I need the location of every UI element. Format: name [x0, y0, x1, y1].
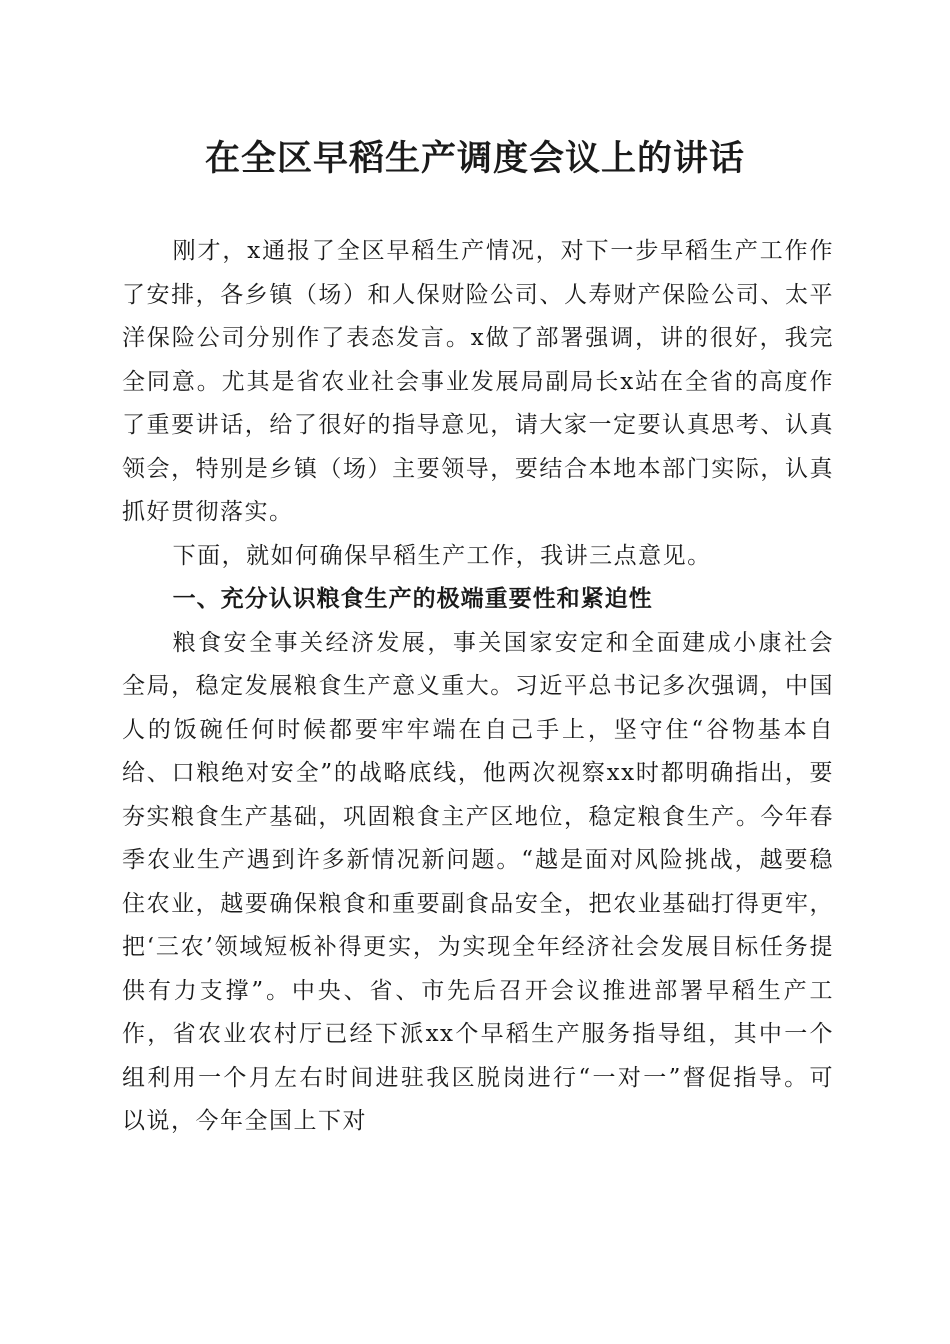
section-heading-1: 一、充分认识粮食生产的极端重要性和紧迫性: [172, 586, 653, 612]
paragraph-intro: 下面，就如何确保早稻生产工作，我讲三点意见。: [172, 542, 712, 569]
paragraph-opening: 刚才，x通报了全区早稻生产情况，对下一步早稻生产工作作了安排，各乡镇（场）和人保财险公司、人寿财产保险公司、太平洋保险公司分别作了表态发言。x做了部署强调，讲的很好，我完全同意。尤其是省农业社会事业发展局副局长x站在全省的高度作了重要讲话，给了很好的指导意见，请大家一定要认真思考、认真领会，特别是乡镇（场）主要领导，要结合本地本部门实际，认真抓好贯彻落实。: [122, 238, 834, 525]
document-body: [122, 230, 834, 1144]
section-paragraph-1: 粮食安全事关经济发展，事关国家安定和全面建成小康社会全局，稳定发展粮食生产意义重大。习近平总书记多次强调，中国人的饭碗任何时候都要牢牢端在自己手上，坚守住“谷物基本自给、口粮绝对安全”的战略底线，他两次视察xx时都明确指出，要夯实粮食生产基础，巩固粮食主产区地位，稳定粮食生产。今年春季农业生产遇到许多新情况新问题。“越是面对风险挑战，越要稳住农业，越要确保粮食和重要副食品安全，把农业基础打得更牢，把‘三农’领域短板补得更实，为实现全年经济社会发展目标任务提供有力支撑”。中央、省、市先后召开会议推进部署早稻生产工作，省农业农村厅已经下派xx个早稻生产服务指导组，其中一个组利用一个月左右时间进驻我区脱岗进行“一对一”督促指导。可以说，今年全国上下对: [122, 629, 834, 1134]
document-title: 在全区早稻生产调度会议上的讲话: [204, 138, 745, 179]
